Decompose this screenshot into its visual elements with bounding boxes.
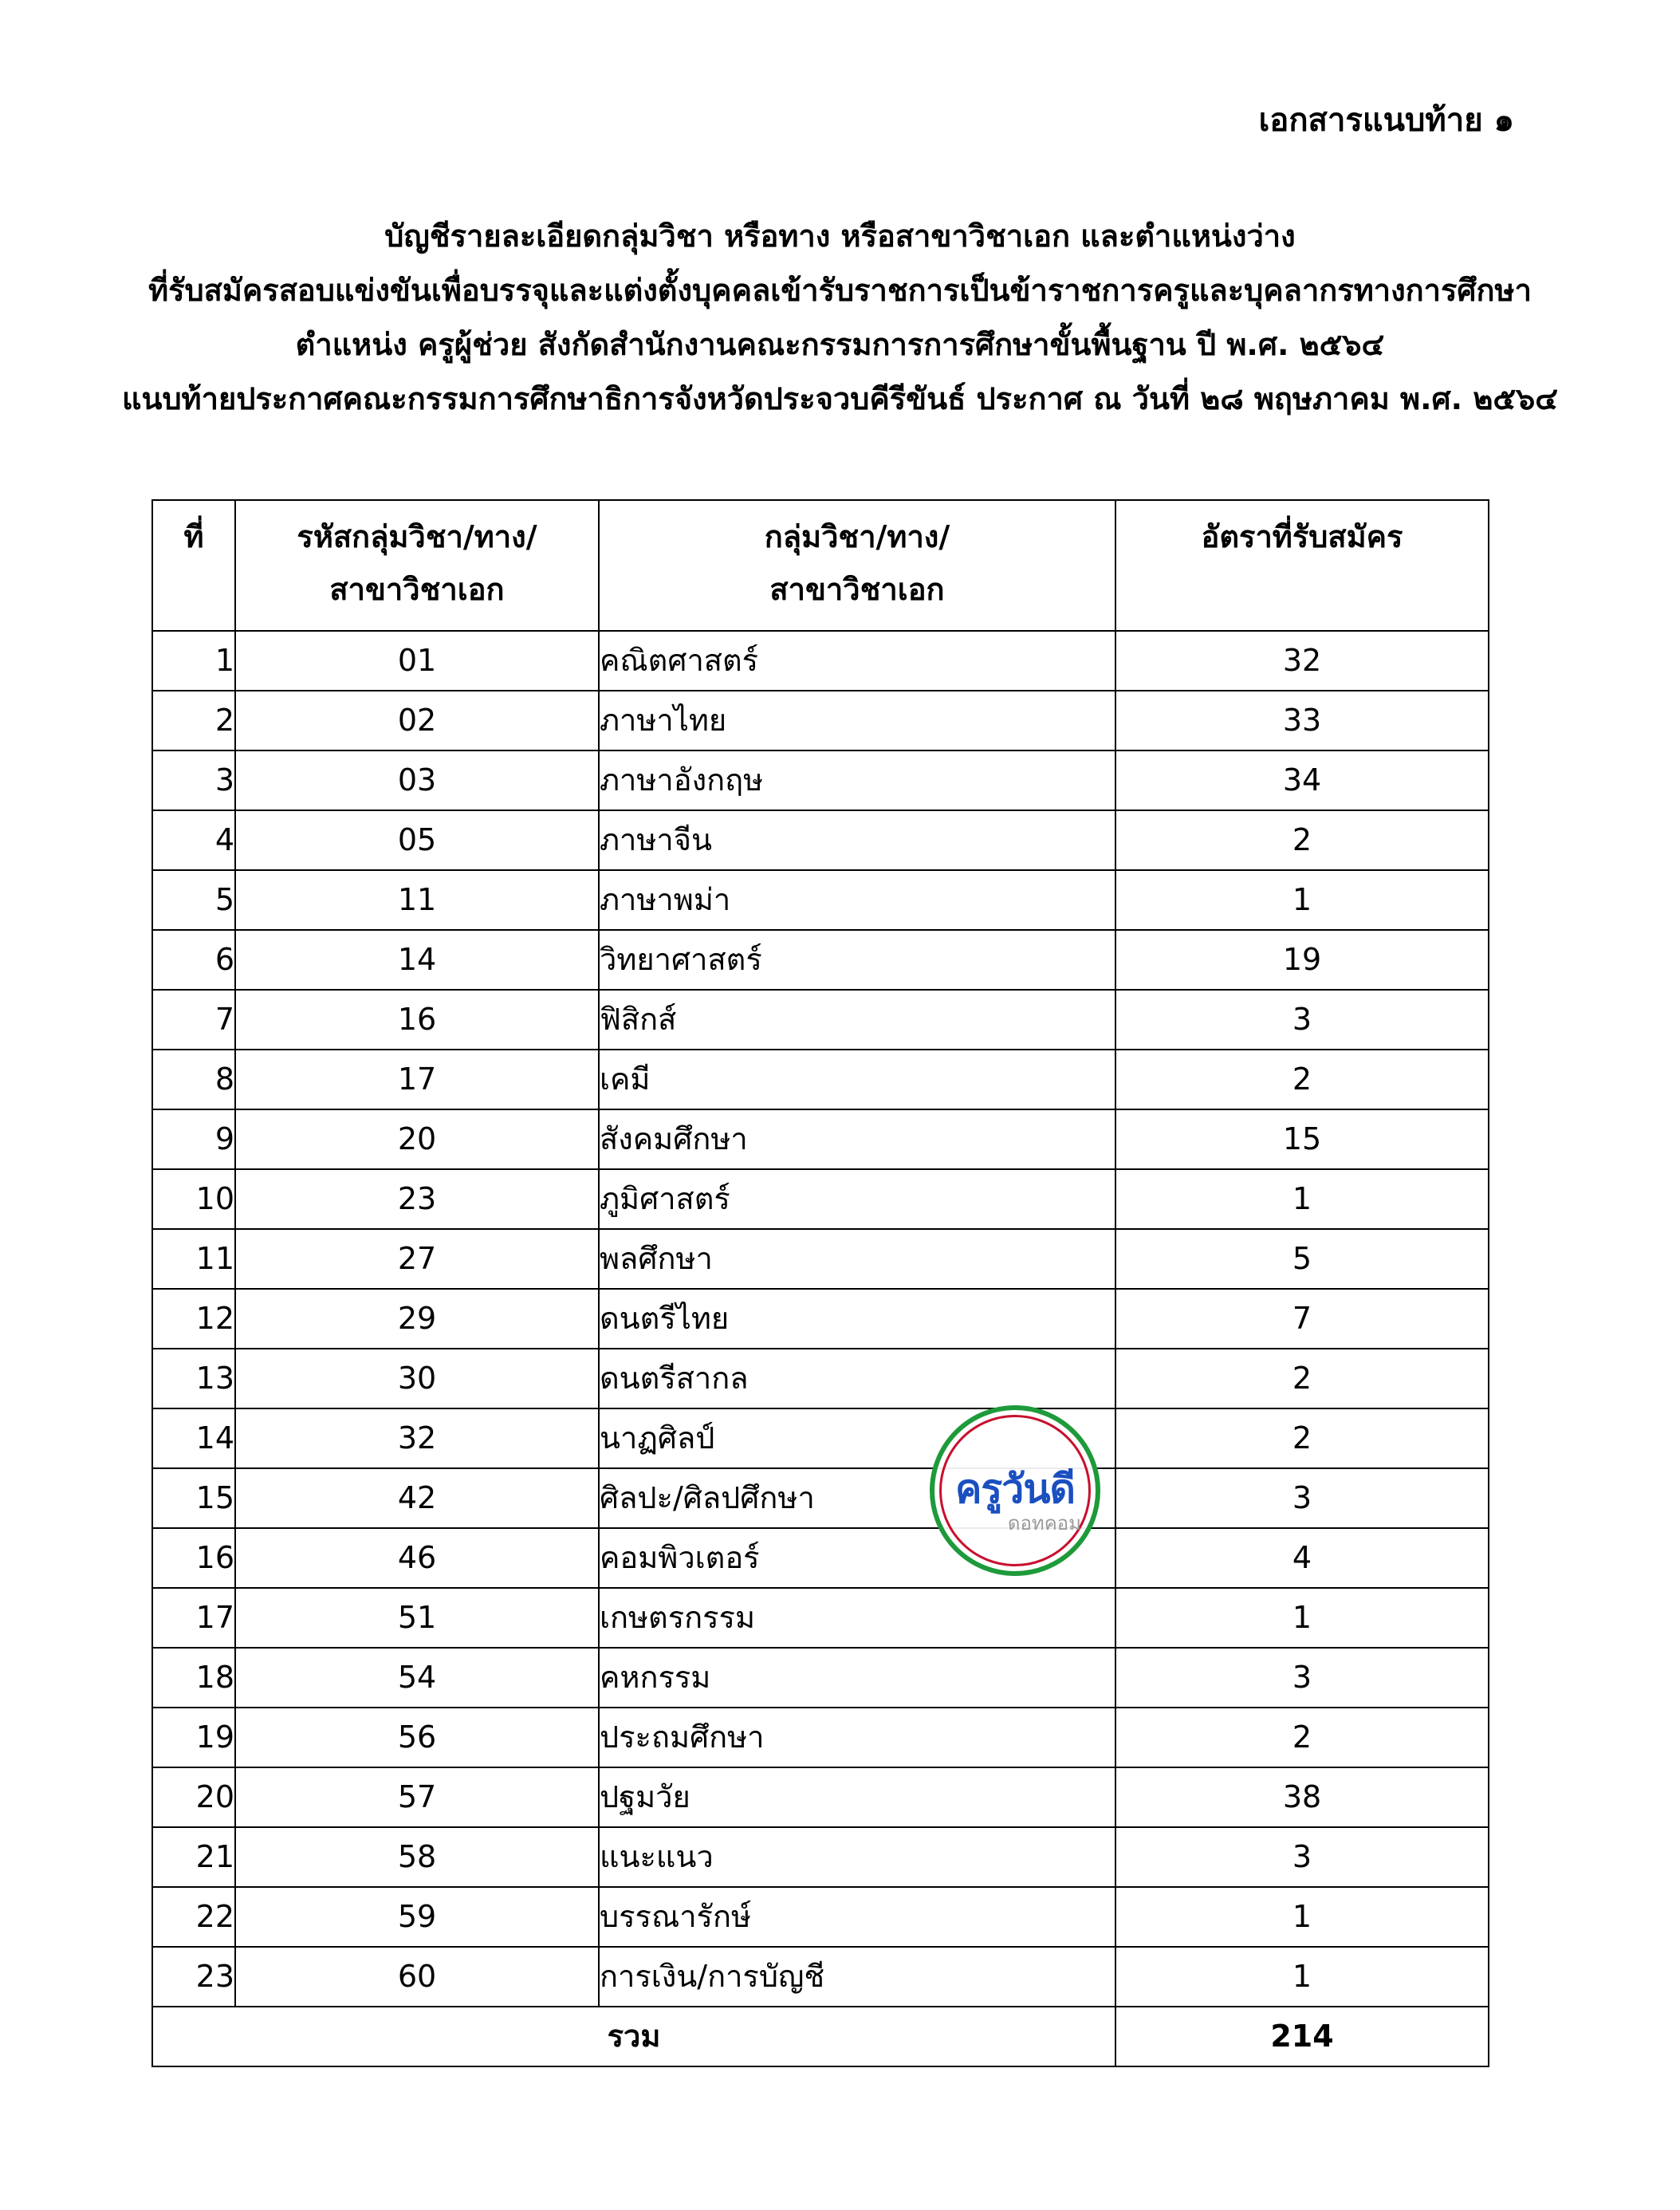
vacancy-count-cell: 1 (1115, 1169, 1489, 1229)
subject-name-cell: ศิลปะ/ศิลปศึกษา (599, 1468, 1115, 1528)
table-row (152, 1169, 1489, 1229)
subject-code-cell: 17 (235, 1050, 599, 1109)
subject-name-cell: คหกรรม (599, 1648, 1115, 1708)
table-row (152, 1708, 1489, 1767)
subject-code-cell: 59 (235, 1887, 599, 1947)
row-number-cell: 18 (152, 1648, 235, 1708)
table-row (152, 1109, 1489, 1169)
table-row (152, 691, 1489, 750)
vacancy-count-cell: 38 (1115, 1767, 1489, 1827)
subject-code-cell: 46 (235, 1528, 599, 1588)
table-row (152, 1468, 1489, 1528)
row-number-cell: 6 (152, 930, 235, 990)
row-number-cell: 16 (152, 1528, 235, 1588)
subject-name-cell: ปฐมวัย (599, 1767, 1115, 1827)
vacancy-count-cell: 3 (1115, 1468, 1489, 1528)
vacancy-count-cell: 2 (1115, 810, 1489, 870)
vacancy-count-cell: 1 (1115, 870, 1489, 930)
table-header-row (152, 500, 1489, 631)
subject-name-cell: แนะแนว (599, 1827, 1115, 1887)
vacancy-count-cell: 5 (1115, 1229, 1489, 1289)
header-rate: อัตราที่รับสมัคร (1115, 500, 1489, 631)
total-label-cell: รวม (152, 2007, 1115, 2066)
row-number-cell: 5 (152, 870, 235, 930)
table-row (152, 750, 1489, 810)
subject-code-cell: 23 (235, 1169, 599, 1229)
table-row (152, 870, 1489, 930)
table-row (152, 1767, 1489, 1827)
subject-name-cell: ภูมิศาสตร์ (599, 1169, 1115, 1229)
row-number-cell: 17 (152, 1588, 235, 1648)
subject-name-cell: ภาษาพม่า (599, 870, 1115, 930)
row-number-cell: 12 (152, 1289, 235, 1349)
row-number-cell: 15 (152, 1468, 235, 1528)
header-subject (599, 500, 1115, 631)
table-row (152, 1229, 1489, 1289)
subject-name-cell: ภาษาไทย (599, 691, 1115, 750)
header-code (235, 500, 599, 631)
subject-name-cell: ดนตรีไทย (599, 1289, 1115, 1349)
subject-name-cell: วิทยาศาสตร์ (599, 930, 1115, 990)
annex-label: เอกสารแนบท้าย ๑ (1258, 102, 1514, 139)
positions-table (151, 499, 1489, 2067)
subject-code-cell: 29 (235, 1289, 599, 1349)
row-number-cell: 8 (152, 1050, 235, 1109)
subject-name-cell: ภาษาจีน (599, 810, 1115, 870)
subject-code-cell: 14 (235, 930, 599, 990)
subject-name-cell: ประถมศึกษา (599, 1708, 1115, 1767)
table-row (152, 1588, 1489, 1648)
document-header (0, 209, 1680, 426)
subject-code-cell: 20 (235, 1109, 599, 1169)
vacancy-count-cell: 1 (1115, 1588, 1489, 1648)
subject-code-cell: 05 (235, 810, 599, 870)
table-row (152, 810, 1489, 870)
vacancy-count-cell: 15 (1115, 1109, 1489, 1169)
row-number-cell: 22 (152, 1887, 235, 1947)
subject-name-cell: เกษตรกรรม (599, 1588, 1115, 1648)
vacancy-count-cell: 19 (1115, 930, 1489, 990)
row-number-cell: 2 (152, 691, 235, 750)
table-row (152, 1648, 1489, 1708)
subject-code-cell: 11 (235, 870, 599, 930)
vacancy-count-cell: 1 (1115, 1887, 1489, 1947)
row-number-cell: 4 (152, 810, 235, 870)
subject-name-cell: ฟิสิกส์ (599, 990, 1115, 1050)
header-code-line-1: รหัสกลุ่มวิชา/ทาง/ (297, 519, 537, 554)
subject-name-cell: บรรณารักษ์ (599, 1887, 1115, 1947)
table-row (152, 1528, 1489, 1588)
subject-name-cell: ดนตรีสากล (599, 1349, 1115, 1408)
table-row (152, 1408, 1489, 1468)
subject-name-cell: คอมพิวเตอร์ (599, 1528, 1115, 1588)
table-row (152, 1827, 1489, 1887)
header-code-line-2: สาขาวิชาเอก (329, 572, 505, 607)
subject-name-cell: พลศึกษา (599, 1229, 1115, 1289)
header-subject-line-2: สาขาวิชาเอก (769, 572, 945, 607)
header-line-2: ที่รับสมัครสอบแข่งขันเพื่อบรรจุและแต่งตั้งบุคคลเข้ารับราชการเป็นข้าราชการครูและบุคลากรทางการศึกษา (148, 273, 1532, 308)
subject-code-cell: 03 (235, 750, 599, 810)
subject-code-cell: 30 (235, 1349, 599, 1408)
row-number-cell: 9 (152, 1109, 235, 1169)
table-row (152, 631, 1489, 691)
subject-code-cell: 42 (235, 1468, 599, 1528)
vacancy-count-cell: 2 (1115, 1050, 1489, 1109)
row-number-cell: 14 (152, 1408, 235, 1468)
vacancy-count-cell: 7 (1115, 1289, 1489, 1349)
vacancy-count-cell: 33 (1115, 691, 1489, 750)
table-row (152, 1947, 1489, 2007)
table-row (152, 990, 1489, 1050)
subject-name-cell: ภาษาอังกฤษ (599, 750, 1115, 810)
vacancy-count-cell: 3 (1115, 1648, 1489, 1708)
row-number-cell: 13 (152, 1349, 235, 1408)
vacancy-count-cell: 34 (1115, 750, 1489, 810)
row-number-cell: 21 (152, 1827, 235, 1887)
vacancy-count-cell: 2 (1115, 1408, 1489, 1468)
subject-code-cell: 32 (235, 1408, 599, 1468)
subject-code-cell: 02 (235, 691, 599, 750)
table-row (152, 1887, 1489, 1947)
table-row (152, 1050, 1489, 1109)
subject-name-cell: เคมี (599, 1050, 1115, 1109)
header-no: ที่ (152, 500, 235, 631)
total-value-cell: 214 (1115, 2007, 1489, 2066)
subject-name-cell: สังคมศึกษา (599, 1109, 1115, 1169)
row-number-cell: 23 (152, 1947, 235, 2007)
vacancy-count-cell: 2 (1115, 1349, 1489, 1408)
subject-code-cell: 16 (235, 990, 599, 1050)
row-number-cell: 1 (152, 631, 235, 691)
header-subject-line-1: กลุ่มวิชา/ทาง/ (764, 519, 950, 554)
subject-code-cell: 56 (235, 1708, 599, 1767)
table-row (152, 1289, 1489, 1349)
subject-name-cell: คณิตศาสตร์ (599, 631, 1115, 691)
subject-code-cell: 58 (235, 1827, 599, 1887)
subject-code-cell: 27 (235, 1229, 599, 1289)
table-row (152, 930, 1489, 990)
vacancy-count-cell: 1 (1115, 1947, 1489, 2007)
row-number-cell: 11 (152, 1229, 235, 1289)
watermark-sub-text: ดอทคอม (1007, 1512, 1081, 1534)
vacancy-count-cell: 4 (1115, 1528, 1489, 1588)
table-row (152, 1349, 1489, 1408)
subject-code-cell: 54 (235, 1648, 599, 1708)
subject-code-cell: 51 (235, 1588, 599, 1648)
watermark-main-text: ครูวันดี (954, 1466, 1076, 1512)
header-line-3: ตำแหน่ง ครูผู้ช่วย สังกัดสำนักงานคณะกรรมการการศึกษาขั้นพื้นฐาน ปี พ.ศ. ๒๕๖๔ (295, 327, 1385, 362)
header-line-1: บัญชีรายละเอียดกลุ่มวิชา หรือทาง หรือสาขาวิชาเอก และตำแหน่งว่าง (384, 219, 1296, 254)
row-number-cell: 20 (152, 1767, 235, 1827)
row-number-cell: 7 (152, 990, 235, 1050)
vacancy-count-cell: 2 (1115, 1708, 1489, 1767)
subject-code-cell: 60 (235, 1947, 599, 2007)
row-number-cell: 10 (152, 1169, 235, 1229)
subject-code-cell: 57 (235, 1767, 599, 1827)
vacancy-count-cell: 32 (1115, 631, 1489, 691)
subject-name-cell: การเงิน/การบัญชี (599, 1947, 1115, 2007)
subject-code-cell: 01 (235, 631, 599, 691)
vacancy-count-cell: 3 (1115, 990, 1489, 1050)
subject-name-cell: นาฏศิลป์ (599, 1408, 1115, 1468)
vacancy-count-cell: 3 (1115, 1827, 1489, 1887)
table-body (152, 631, 1489, 2066)
kruwandee-watermark-logo (930, 1405, 1100, 1576)
total-row (152, 2007, 1489, 2066)
header-line-4: แนบท้ายประกาศคณะกรรมการศึกษาธิการจังหวัดประจวบคีรีขันธ์ ประกาศ ณ วันที่ ๒๘ พฤษภาคม พ.ศ. ๒๕๖๔ (121, 381, 1559, 416)
row-number-cell: 3 (152, 750, 235, 810)
row-number-cell: 19 (152, 1708, 235, 1767)
